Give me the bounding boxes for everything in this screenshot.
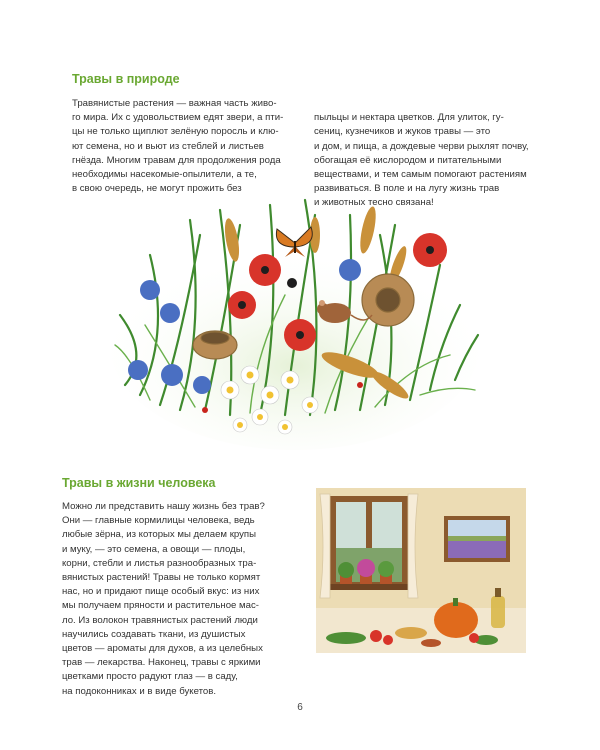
- text-line: на подоконниках и в виде букетов.: [62, 685, 216, 697]
- text-line: и дом, и пища, а дождевые черви рыхлят почву,: [314, 140, 529, 152]
- section-title-nature: Травы в природе: [72, 72, 180, 86]
- text-line: мы получаем пряности и растительное мас-: [62, 600, 259, 612]
- lavender-painting: [444, 516, 510, 562]
- text-line: любые зёрна, из которых мы делаем крупы: [62, 529, 257, 541]
- text-line: пыльцы и нектара цветков. Для улиток, гу-: [314, 112, 504, 124]
- text-line: развиваться. В поле и на лугу жизнь трав: [314, 183, 500, 195]
- page-number: 6: [297, 702, 303, 713]
- section-title-people: Травы в жизни человека: [62, 476, 216, 490]
- text-line: цветов — ароматы для духов, а из целебных: [62, 643, 263, 655]
- text-line: обогащая её кислородом и питательными: [314, 154, 502, 166]
- text-line: Можно ли представить нашу жизнь без трав?: [62, 501, 265, 512]
- text-line: в свою очередь, не могут прожить без: [72, 183, 242, 195]
- text-line: гнёзда. Многим травам для продолжения рода: [72, 154, 281, 166]
- people-text: [62, 500, 292, 699]
- text-line: нас, но и придают пище особый вкус: из них: [62, 586, 260, 598]
- potted-plants: [338, 559, 394, 584]
- text-line: необходимы насекомые-опылители, а те,: [72, 169, 257, 181]
- meadow-illustration: [110, 195, 480, 450]
- kitchen-illustration: [316, 488, 526, 653]
- text-line: ют семена, но и вьют из стеблей и листьев: [72, 140, 264, 152]
- text-line: и муку, — это семена, а овощи — плоды,: [62, 543, 246, 555]
- text-line: цы не только щиплют зелёную поросль и клю-: [72, 126, 279, 138]
- text-line: цветками просто радуют глаз — в саду,: [62, 671, 238, 683]
- nature-text-column-left: [72, 97, 284, 196]
- text-line: и животных тесно связана!: [314, 197, 434, 209]
- text-line: вянистых растений! Травы не только кормят: [62, 572, 261, 584]
- text-line: веществами, и тем самым помогают растениям: [314, 169, 527, 181]
- text-line: научились создавать ткани, из душистых: [62, 628, 246, 640]
- text-line: сениц, кузнечиков и жуков травы — это: [314, 126, 491, 138]
- text-line: ло. Из волокон травянистых растений люди: [62, 614, 258, 626]
- text-line: Травянистые растения — важная часть живо-: [72, 98, 277, 109]
- text-line: го мира. Их с удовольствием едят звери, а пти-: [72, 112, 284, 124]
- text-line: Они — главные кормилицы человека, ведь: [62, 515, 255, 527]
- text-line: корни, стебли и листья разнообразных тра-: [62, 557, 257, 569]
- nature-text-column-right: [314, 97, 534, 211]
- text-line: [314, 97, 534, 111]
- text-line: трав — лекарства. Наконец, травы с яркими: [62, 657, 261, 669]
